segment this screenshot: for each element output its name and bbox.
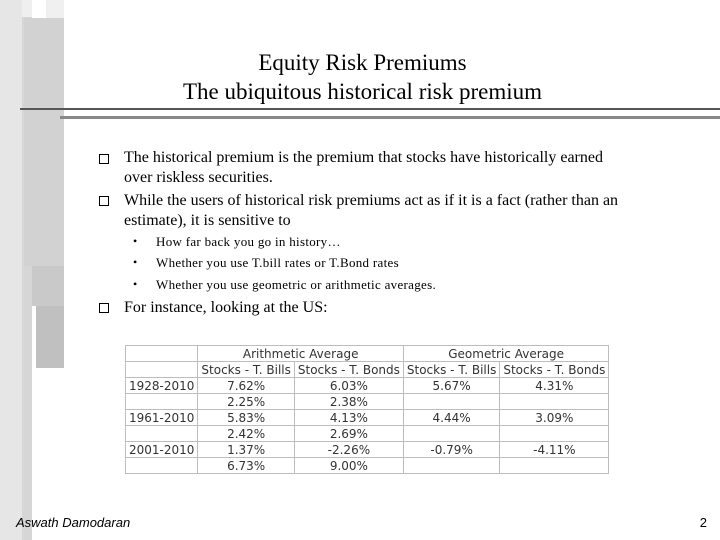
bullet-square-icon [99, 196, 109, 206]
left-decor-block [36, 306, 64, 368]
table-cell [500, 426, 609, 442]
table-group-header: Arithmetic Average [198, 346, 403, 362]
table-cell: 9.00% [294, 458, 403, 474]
left-decor-block [32, 266, 64, 306]
sub-bullet-dot-icon: • [133, 277, 138, 291]
table-cell: 6.03% [294, 378, 403, 394]
footer-author: Aswath Damodaran [16, 515, 131, 530]
bullet-square-icon [99, 303, 109, 313]
table-cell: 1928-2010 [126, 378, 198, 394]
table-column-header-row [126, 362, 609, 378]
table-cell: 2.25% [198, 394, 294, 410]
table-cell: 4.44% [403, 410, 499, 426]
title-line-2: The ubiquitous historical risk premium [182, 79, 542, 104]
table-group-header: Geometric Average [403, 346, 608, 362]
sub-bullet-dot-icon: • [133, 255, 138, 269]
bullet-text: estimate), it is sensitive to [124, 212, 291, 229]
table-cell: 4.13% [294, 410, 403, 426]
table-cell: -4.11% [500, 442, 609, 458]
table-row [126, 458, 609, 474]
bullet-text: over riskless securities. [124, 169, 273, 186]
left-decor-bar [0, 0, 22, 540]
table-cell [126, 394, 198, 410]
table-row [126, 378, 609, 394]
table-cell [403, 394, 499, 410]
table-cell: 2.69% [294, 426, 403, 442]
left-decor-block [46, 0, 64, 18]
sub-bullet-dot-icon: • [133, 234, 138, 248]
table-cell: 2.38% [294, 394, 403, 410]
table-row [126, 442, 609, 458]
table-cell: 2001-2010 [126, 442, 198, 458]
table-cell: -2.26% [294, 442, 403, 458]
table-cell [403, 458, 499, 474]
title-divider [60, 116, 720, 119]
table-cell [126, 458, 198, 474]
title-divider [20, 108, 720, 110]
table-row [126, 426, 609, 442]
table-column-header: Stocks - T. Bonds [294, 362, 403, 378]
table-row [126, 410, 609, 426]
bullet-text: The historical premium is the premium that stocks have historically earned [124, 149, 603, 166]
table-cell: 1961-2010 [126, 410, 198, 426]
slide-title [110, 48, 615, 106]
table-cell [126, 362, 198, 378]
left-decor-block [24, 18, 64, 266]
bullet-text: While the users of historical risk premiums act as if it is a fact (rather than an [124, 192, 619, 209]
table-cell: 1.37% [198, 442, 294, 458]
table-cell [403, 426, 499, 442]
table-cell: 2.42% [198, 426, 294, 442]
sub-bullet-text: Whether you use geometric or arithmetic averages. [156, 277, 436, 292]
table-cell: 3.09% [500, 410, 609, 426]
table-cell [500, 458, 609, 474]
table-cell [126, 346, 198, 362]
table-cell [126, 426, 198, 442]
table-column-header: Stocks - T. Bills [198, 362, 294, 378]
sub-bullet-text: How far back you go in history… [156, 234, 341, 249]
table-column-header: Stocks - T. Bonds [500, 362, 609, 378]
table-cell: -0.79% [403, 442, 499, 458]
table-row [126, 394, 609, 410]
left-decor-bar [22, 0, 32, 17]
table-cell: 4.31% [500, 378, 609, 394]
table-column-header: Stocks - T. Bills [403, 362, 499, 378]
risk-premium-table [125, 345, 609, 474]
table-cell: 5.83% [198, 410, 294, 426]
table-cell: 7.62% [198, 378, 294, 394]
title-line-1: Equity Risk Premiums [258, 50, 467, 75]
table-cell: 6.73% [198, 458, 294, 474]
table-group-header-row [126, 346, 609, 362]
table-cell [500, 394, 609, 410]
table-cell: 5.67% [403, 378, 499, 394]
page-number: 2 [699, 515, 707, 530]
bullet-text: For instance, looking at the US: [124, 299, 328, 316]
sub-bullet-text: Whether you use T.bill rates or T.Bond rates [156, 255, 399, 270]
bullet-square-icon [99, 154, 109, 164]
